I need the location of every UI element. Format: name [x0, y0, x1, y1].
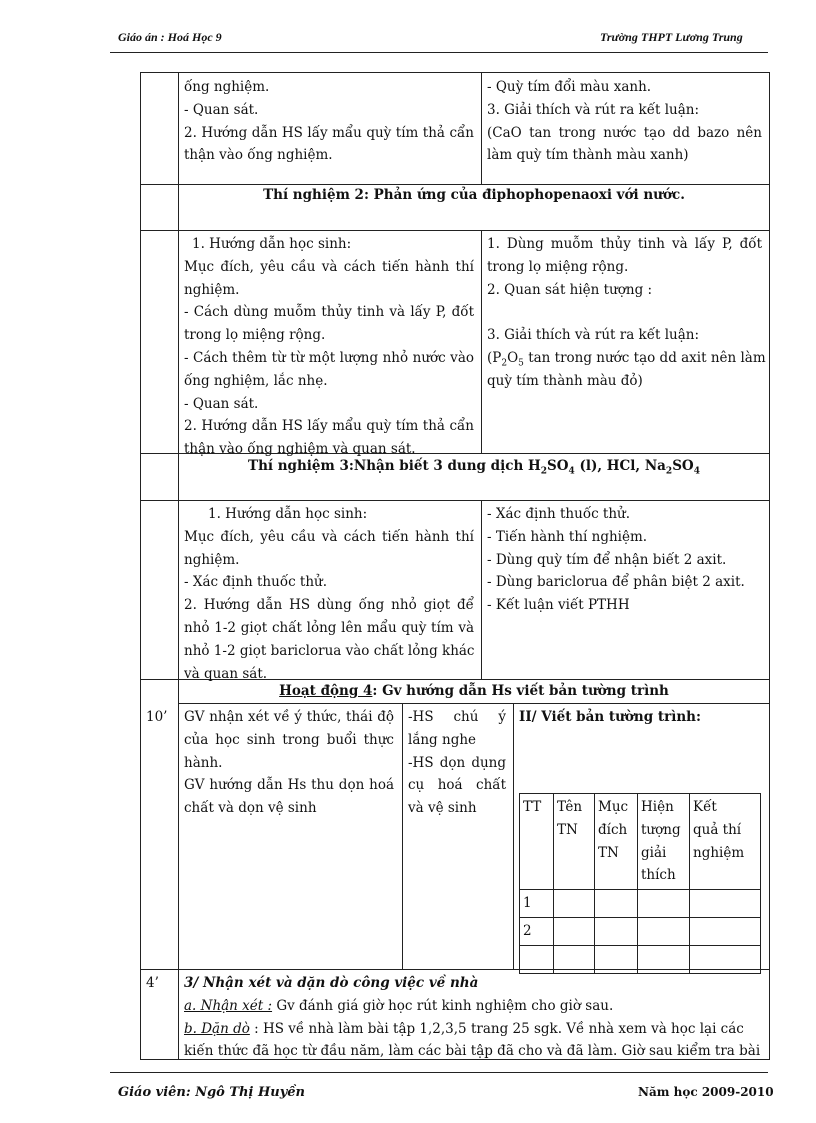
closing-title: 3/ Nhận xét và dặn dò công việc về nhà	[184, 975, 479, 991]
closing-text: 3/ Nhận xét và dặn dò công việc về nhà a. Nhận xét : Gv đánh giá giờ học rút kinh nghiệm cho giờ sau. b. Dặn dò : HS về nhà làm bài tập 1,2,3,5 trang 25 sgk. Về nhà xem và học lại các kiến thức đã học từ đầu năm, làm các bài tập đã cho và đã làm. Giờ sau kiểm tra bài	[184, 972, 764, 1063]
report-table-header	[520, 794, 761, 890]
header-left: Giáo án : Hoá Học 9	[118, 30, 222, 44]
experiment-2-title: Thí nghiệm 2: Phản ứng của điphophopenaoxi với nước.	[263, 187, 685, 203]
header-right: Trường THPT Lương Trung	[600, 30, 743, 44]
activity-4-teacher-text: GV nhận xét về ý thức, thái độ của học sinh trong buổi thực hành. GV hướng dẫn Hs thu dọn hoá chất và dọn vệ sinh	[184, 709, 394, 817]
exp3-student-text: - Xác định thuốc thử. - Tiến hành thí nghiệm. - Dùng quỳ tím để nhận biết 2 axit. - Dùng bariclorua để phân biệt 2 axit. - Kết luận viết PTHH	[487, 506, 745, 614]
col-ten-tn: Tên TN	[554, 794, 595, 890]
row1-student-text: - Quỳ tím đổi màu xanh. 3. Giải thích và rút ra kết luận: (CaO tan trong nước tạo dd bazo nên làm quỳ tím thành màu xanh)	[487, 79, 762, 164]
exp2-teacher-text: 1. Hướng dẫn học sinh: Mục đích, yêu cầu và cách tiến hành thí nghiệm. - Cách dùng muỗm thủy tinh và lấy P, đốt trong lọ miệng rộng. - Cách thêm từ từ một lượng nhỏ nước vào ống nghiệm, lắc nhẹ. - Quan sát. 2. Hướng dẫn HS lấy mẩu quỳ tím thả cẩn thận vào ống nghiệm và quan sát.	[184, 236, 474, 458]
footer-rule	[110, 1072, 768, 1073]
table-row: 2	[520, 917, 761, 945]
activity-4-student-text: -HS chú ý lắng nghe -HS dọn dụng cụ hoá chất và vệ sinh	[408, 709, 506, 817]
exp3-teacher-text: 1. Hướng dẫn học sinh: Mục đích, yêu cầu và cách tiến hành thí nghiệm. - Xác định thuốc thử. 2. Hướng dẫn HS dùng ống nhỏ giọt để nhỏ 1-2 giọt chất lỏng lên mẩu quỳ tím và nhỏ 1-2 giọt bariclorua vào chất lỏng khác và quan sát.	[184, 506, 475, 682]
time-column-divider	[178, 72, 179, 1060]
row1-teacher-text: ống nghiệm. - Quan sát. 2. Hướng dẫn HS lấy mẩu quỳ tím thả cẩn thận vào ống nghiệm.	[184, 79, 474, 164]
experiment-3-title: Thí nghiệm 3:Nhận biết 3 dung dịch $H_2SO_4$ (l), HCl, $Na_2SO_4$	[248, 458, 700, 477]
report-table	[519, 793, 761, 974]
p2o5-line: ($P_2O_5$ tan trong nước tạo dd axit nên làm	[487, 349, 766, 369]
footer-teacher: Giáo viên: Ngô Thị Huyền	[118, 1085, 305, 1100]
exp2-student-text: 1. Dùng muỗm thủy tinh và lấy P, đốt trong lọ miệng rộng. 2. Quan sát hiện tượng : 3. Giải thích và rút ra kết luận: ($P_2O_5$ tan trong nước tạo dd axit nên làm quỳ tím thành màu đỏ)	[487, 236, 766, 389]
col-hien-tuong: Hiện tượng giải thích	[638, 794, 690, 890]
report-title: II/ Viết bản tường trình:	[519, 709, 701, 725]
col-tt: TT	[520, 794, 554, 890]
footer-school-year: Năm học 2009-2010	[638, 1085, 774, 1099]
col-ket-qua: Kết quả thí nghiệm	[690, 794, 761, 890]
table-row: 1	[520, 890, 761, 918]
col-muc-dich: Mục đích TN	[595, 794, 638, 890]
header-rule	[110, 52, 768, 53]
activity-4-time: 10’	[146, 709, 168, 725]
closing-time: 4’	[146, 975, 159, 991]
table-row	[520, 945, 761, 973]
activity-4-title: Hoạt động 4: Gv hướng dẫn Hs viết bản tường trình	[279, 683, 669, 699]
